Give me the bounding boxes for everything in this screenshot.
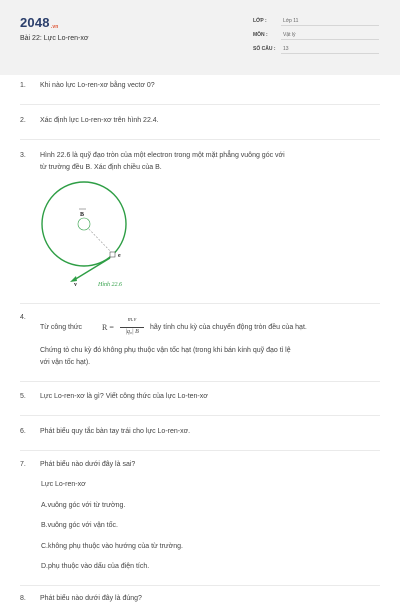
site-logo[interactable] (20, 15, 59, 30)
divider (20, 415, 380, 416)
meta-divider (281, 25, 379, 26)
meta-divider (281, 53, 379, 54)
question-text-line1: Hình 22.6 là quỹ đạo tròn của một electron trong một mặt phẳng vuông góc với (40, 152, 285, 159)
question-7-subject: Lực Lo-ren-xơ (41, 481, 86, 488)
meta-socau-label: SỐ CÂU : (253, 46, 276, 52)
meta-lop-label: LỚP : (253, 18, 267, 24)
question-number: 1. (20, 82, 26, 89)
divider (20, 303, 380, 304)
formula-denominator: |q₀| B (125, 329, 139, 335)
question-text-post: hãy tính chu kỳ của chuyển động tròn đều của hạt. (150, 324, 307, 331)
electron-mark (110, 252, 115, 257)
divider (20, 381, 380, 382)
formula-lhs: R = (102, 323, 114, 332)
divider (20, 450, 380, 451)
question-text: Phát biểu nào dưới đây là sai? (40, 461, 136, 468)
question-text-line3: với vận tốc hạt). (40, 359, 91, 366)
meta-mon-value: Vật lý (283, 32, 296, 38)
question-number: 8. (20, 595, 26, 602)
question-text-line2: Chứng tỏ chu kỳ đó không phụ thuộc vận tốc hạt (trong khi bán kính quỹ đạo tỉ lệ (40, 347, 291, 354)
meta-mon-label: MÔN : (253, 32, 268, 38)
question-text: Phát biểu nào dưới đây là đúng? (40, 595, 142, 602)
question-number: 5. (20, 393, 26, 400)
radius-line (84, 224, 114, 255)
question-text: Xác định lực Lo-ren-xơ trên hình 22.4. (40, 117, 159, 124)
question-number: 7. (20, 461, 26, 468)
meta-socau-value: 13 (283, 46, 289, 52)
meta-lop-value: Lớp 11 (283, 18, 299, 24)
page-header (0, 0, 400, 75)
question-number: 3. (20, 152, 26, 159)
divider (20, 139, 380, 140)
fig-label-B: B (80, 212, 85, 218)
option-d[interactable]: D.phụ thuộc vào dấu của điện tích. (41, 563, 150, 570)
center-mark (78, 218, 90, 230)
figure-caption: Hình 22.6 (98, 282, 122, 288)
fig-label-e: e (118, 253, 121, 259)
lesson-title: Bài 22: Lực Lo-ren-xơ (20, 35, 89, 42)
fig-label-v: v (74, 282, 77, 288)
option-b[interactable]: B.vuông góc với vận tốc. (41, 522, 118, 529)
question-text: Phát biểu quy tắc bàn tay trái cho lực Lo-ren-xơ. (40, 428, 191, 435)
question-text: Khi nào lực Lo-ren-xơ bằng vectơ 0? (40, 82, 155, 89)
question-number: 4. (20, 314, 26, 321)
question-text-pre: Từ công thức (40, 324, 83, 331)
option-c[interactable]: C.không phụ thuộc vào hướng của từ trường. (41, 543, 183, 550)
option-a[interactable]: A.vuông góc với từ trường. (41, 502, 126, 509)
question-text: Lực Lo-ren-xơ là gì? Viết công thức của lực Lo-ten-xơ (40, 393, 208, 400)
question-text-line2: từ trường đều B. Xác định chiều của B. (40, 164, 162, 171)
question-number: 6. (20, 428, 26, 435)
question-number: 2. (20, 117, 26, 124)
divider (20, 585, 380, 586)
logo-suffix: .vn (50, 24, 59, 30)
divider (20, 104, 380, 105)
formula-numerator: m.v (127, 317, 137, 323)
logo-text: 2048 (20, 15, 50, 30)
velocity-line (74, 258, 110, 280)
meta-divider (281, 39, 379, 40)
figure-22-6 (30, 180, 150, 292)
